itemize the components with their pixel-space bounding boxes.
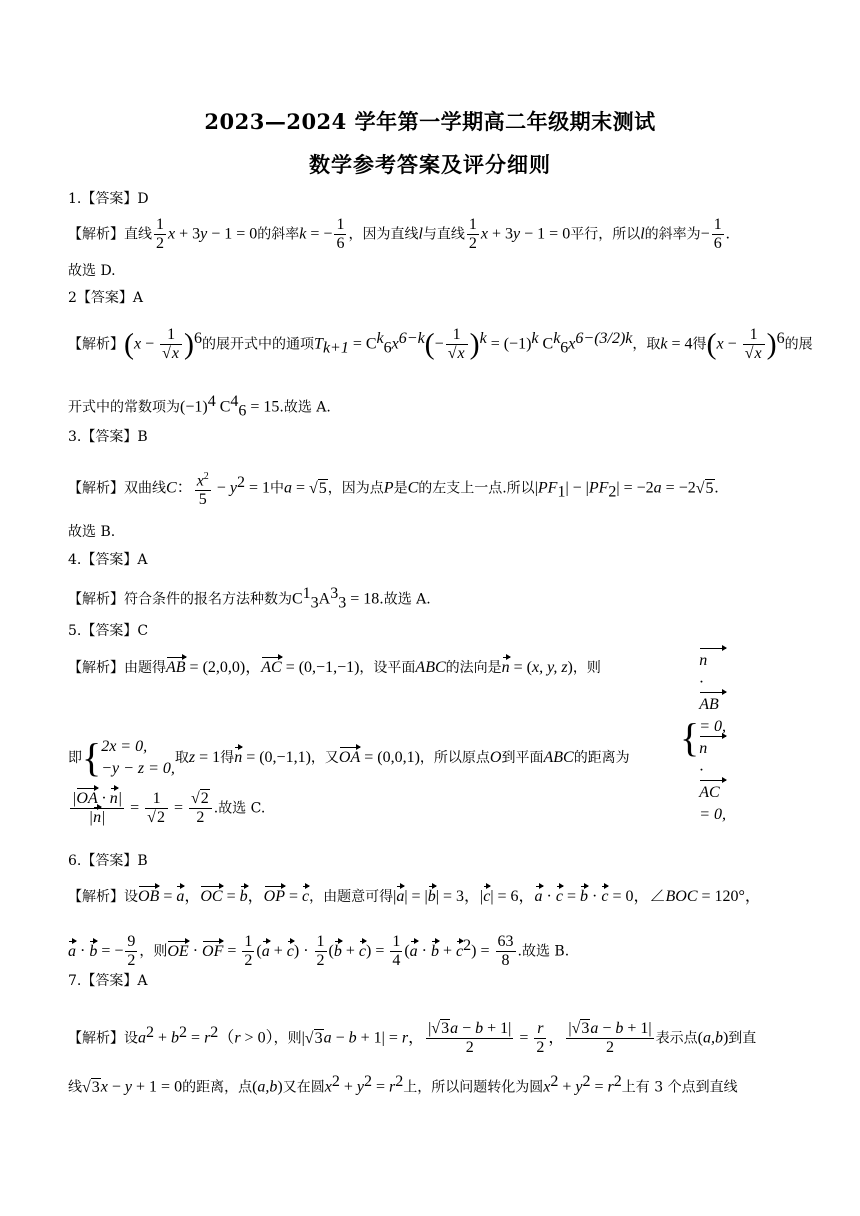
q5-solution-line2: 即{ 2x = 0, −y − z = 0, 取z = 1得n = (0,−1,1)，又OA = (0,0,1)，所以原点O到平面ABC的距离为 (68, 735, 630, 780)
fraction-half: $\frac{1}{2}$ (156, 216, 164, 252)
q5-equation-system-1: { n · AB = 0, n · AC = 0, (680, 652, 726, 823)
document-title: 2023—2024 学年第一学期高二年级期末测试 (204, 109, 656, 134)
q6-solution-line1: 【解析】设OB = a，OC = b，OP = c，由题意可得|a| = |b| = 3，|c| = 6，a · c = b · c = 0，∠BOC = 120°， (68, 888, 761, 905)
document-subtitle: 数学参考答案及评分细则 (309, 152, 551, 177)
q2-answer: 2【答案】A (68, 290, 144, 306)
q6-solution-line2: a · b = − $\frac{9}{2}$ ，则OE · OF = $\frac{1}{2}$ (a + c) · $\frac{1}{2}$ (b + c) = $\frac{1}{4}$ $(a \cdot b + c^2)$ = $\frac{63}{8}$ .故选 B. (68, 933, 570, 969)
q3-conclusion: 故选 B. (68, 524, 116, 540)
q6-answer: 6.【答案】B (68, 853, 148, 869)
q2-solution-line1: 【解析】(x − $\frac{1}{√x}$ )$^6$的展开式中的通项$T_{k+1} = C^k_6x^{6-k}(-$ $\frac{1}{√x}$ )$^k = (-1)^k$ $C^k_6x^{6-(3/2)k}$，取k = 4得(x − $\frac{1}{√x}$ )$^6$的展 (68, 326, 813, 362)
q3-solution-line1: 【解析】双曲线C： $\frac{x^2}{5}$ − $y^2 = 1$中a = √5，因为点P是C的左支上一点.所以$|PF_1| - |PF_2| = -2a = -2√5$. (68, 468, 719, 509)
q3-answer: 3.【答案】B (68, 429, 148, 445)
q4-answer: 4.【答案】A (68, 552, 148, 568)
q5-distance-formula: $\frac{|OA \cdot n|}{|n|}$ = $\frac{1}{√2}$ = $\frac{√2}{2}$ .故选 C. (72, 790, 266, 826)
q7-solution-line2: 线√3x − y + 1 = 0的距离，点(a,b)又在圆$x^2 + y^2 = r^2$上，所以问题转化为圆$x^2 + y^2 = r^2$上有 3 个点到直线 (68, 1073, 738, 1096)
q7-solution-line1: 【解析】设$a^2 + b^2 = r^2(r > 0)$，则|√3a − b + 1| = r， $\frac{|√3a - b + 1|}{2}$ = $\frac{r}{2}$ ， $\frac{|√3a - b + 1|}{2}$ 表示点(a,b)到直 (68, 1020, 757, 1056)
q1-solution-line1: 【解析】直线 $\frac{1}{2}$ x + 3y − 1 = 0的斜率k = − $\frac{1}{6}$ ，因为直线l与直线 $\frac{1}{2}$ x + 3y − 1 = 0平行，所以l的斜率为− $\frac{1}{6}$ . (68, 216, 730, 252)
q1-conclusion: 故选 D. (68, 263, 116, 279)
q1-text-a: 【解析】直线 (68, 226, 152, 243)
q2-solution-line2: 开式中的常数项为$(-1)^4$ $C^4_6 = 15$.故选 A. (68, 393, 331, 420)
q1-answer: 1.【答案】D (68, 191, 149, 207)
q5-answer: 5.【答案】C (68, 623, 149, 639)
q4-solution: 【解析】符合条件的报名方法种数为$C^1_3A^3_3 = 18$.故选 A. (68, 585, 431, 612)
q7-answer: 7.【答案】A (68, 973, 148, 989)
q5-solution-line1: 【解析】由题得AB = (2,0,0)，AC = (0,−1,−1)，设平面ABC的法向是n = (x, y, z)，则 (68, 659, 601, 676)
